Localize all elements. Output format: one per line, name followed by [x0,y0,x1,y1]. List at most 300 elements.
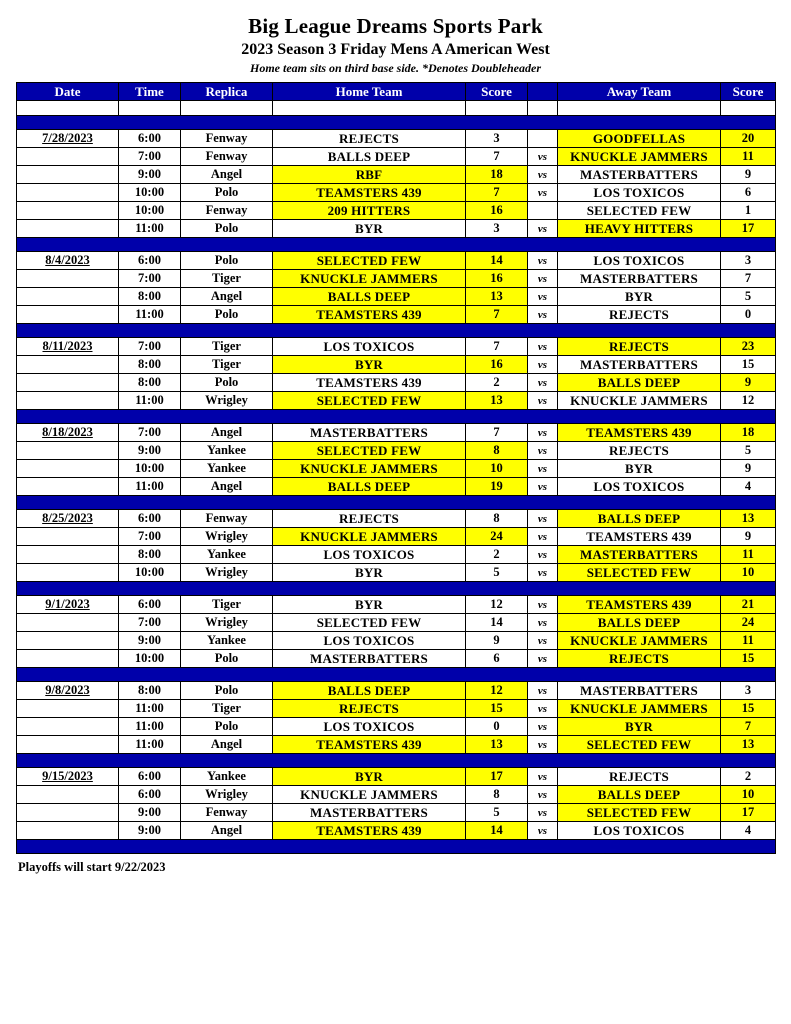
table-row [17,614,776,632]
cell-replica: Polo [181,650,273,668]
cell-time: 7:00 [119,270,181,288]
cell-home-team: LOS TOXICOS [273,546,466,564]
cell-home-team: KNUCKLE JAMMERS [273,528,466,546]
cell-home-score: 6 [466,650,528,668]
cell-away-score: 9 [721,374,776,392]
cell-date [17,184,119,202]
table-row [17,564,776,582]
cell-date [17,786,119,804]
cell-time: 7:00 [119,614,181,632]
cell-replica: Wrigley [181,392,273,410]
cell-time: 11:00 [119,718,181,736]
cell-away-score: 23 [721,338,776,356]
cell-home-team: REJECTS [273,130,466,148]
cell-vs: vs [528,718,558,736]
cell-time: 6:00 [119,786,181,804]
cell-time: 11:00 [119,700,181,718]
cell-away-score: 13 [721,736,776,754]
cell-time: 11:00 [119,736,181,754]
cell-replica: Angel [181,288,273,306]
cell-away-team: BALLS DEEP [558,510,721,528]
cell-away-score: 11 [721,632,776,650]
table-row [17,736,776,754]
cell-date: 7/28/2023 [17,130,119,148]
blank-cell [721,101,776,116]
cell-away-team: KNUCKLE JAMMERS [558,700,721,718]
cell-away-score: 5 [721,288,776,306]
table-row [17,682,776,700]
cell-vs: vs [528,596,558,614]
table-row [17,374,776,392]
cell-away-score: 18 [721,424,776,442]
cell-date: 8/4/2023 [17,252,119,270]
table-row [17,478,776,496]
cell-replica: Angel [181,424,273,442]
cell-home-score: 14 [466,252,528,270]
cell-time: 6:00 [119,130,181,148]
cell-time: 6:00 [119,510,181,528]
cell-home-score: 24 [466,528,528,546]
cell-away-team: LOS TOXICOS [558,822,721,840]
cell-vs: vs [528,700,558,718]
cell-replica: Fenway [181,202,273,220]
cell-date: 9/8/2023 [17,682,119,700]
table-row [17,632,776,650]
column-header-home-score: Score [466,83,528,101]
cell-date [17,478,119,496]
cell-away-team: SELECTED FEW [558,202,721,220]
page-title: Big League Dreams Sports Park [248,14,543,38]
cell-vs [528,130,558,148]
cell-home-team: 209 HITTERS [273,202,466,220]
cell-replica: Fenway [181,510,273,528]
week-separator [17,668,776,682]
cell-vs [528,202,558,220]
cell-replica: Yankee [181,632,273,650]
playoffs-note: Playoffs will start 9/22/2023 [18,860,166,874]
blank-cell [466,101,528,116]
cell-home-score: 7 [466,424,528,442]
cell-away-team: REJECTS [558,306,721,324]
cell-date [17,528,119,546]
cell-home-team: TEAMSTERS 439 [273,306,466,324]
cell-away-score: 15 [721,700,776,718]
cell-away-score: 21 [721,596,776,614]
cell-date [17,220,119,238]
cell-replica: Angel [181,166,273,184]
cell-home-team: BALLS DEEP [273,478,466,496]
cell-time: 7:00 [119,528,181,546]
cell-replica: Yankee [181,442,273,460]
cell-away-team: BALLS DEEP [558,374,721,392]
column-header-replica: Replica [181,83,273,101]
cell-replica: Tiger [181,356,273,374]
cell-home-score: 7 [466,184,528,202]
table-body [17,101,776,854]
cell-away-team: REJECTS [558,338,721,356]
cell-time: 8:00 [119,374,181,392]
cell-away-score: 9 [721,166,776,184]
cell-replica: Yankee [181,546,273,564]
cell-replica: Yankee [181,460,273,478]
table-header [17,83,776,101]
cell-away-team: MASTERBATTERS [558,356,721,374]
cell-replica: Angel [181,478,273,496]
cell-vs: vs [528,424,558,442]
cell-away-team: BALLS DEEP [558,786,721,804]
week-separator [17,238,776,252]
cell-home-team: TEAMSTERS 439 [273,374,466,392]
cell-home-score: 7 [466,338,528,356]
cell-home-score: 7 [466,306,528,324]
cell-time: 10:00 [119,564,181,582]
cell-away-score: 6 [721,184,776,202]
cell-away-score: 4 [721,478,776,496]
column-header-away-score: Score [721,83,776,101]
cell-home-score: 5 [466,564,528,582]
table-row [17,202,776,220]
cell-home-team: SELECTED FEW [273,392,466,410]
cell-replica: Wrigley [181,528,273,546]
table-row [17,392,776,410]
cell-away-score: 3 [721,252,776,270]
cell-date [17,804,119,822]
cell-away-team: LOS TOXICOS [558,478,721,496]
cell-away-score: 24 [721,614,776,632]
cell-home-score: 16 [466,356,528,374]
cell-home-score: 18 [466,166,528,184]
cell-home-team: TEAMSTERS 439 [273,184,466,202]
blank-cell [17,101,119,116]
cell-date [17,202,119,220]
cell-time: 6:00 [119,252,181,270]
cell-home-team: KNUCKLE JAMMERS [273,786,466,804]
cell-replica: Tiger [181,338,273,356]
cell-time: 9:00 [119,822,181,840]
cell-vs: vs [528,184,558,202]
week-separator [17,840,776,854]
table-row [17,338,776,356]
cell-home-score: 5 [466,804,528,822]
cell-away-team: SELECTED FEW [558,736,721,754]
cell-home-team: SELECTED FEW [273,252,466,270]
cell-away-score: 12 [721,392,776,410]
cell-vs: vs [528,822,558,840]
table-row [17,650,776,668]
cell-home-score: 2 [466,546,528,564]
cell-away-team: SELECTED FEW [558,564,721,582]
cell-replica: Polo [181,374,273,392]
cell-home-team: KNUCKLE JAMMERS [273,270,466,288]
cell-home-team: BALLS DEEP [273,148,466,166]
cell-date [17,614,119,632]
cell-replica: Yankee [181,768,273,786]
cell-away-score: 15 [721,356,776,374]
cell-replica: Fenway [181,148,273,166]
cell-home-team: MASTERBATTERS [273,804,466,822]
week-separator [17,410,776,424]
cell-time: 7:00 [119,148,181,166]
table-row [17,306,776,324]
table-row [17,786,776,804]
cell-replica: Tiger [181,700,273,718]
week-separator [17,324,776,338]
cell-away-score: 0 [721,306,776,324]
cell-replica: Polo [181,184,273,202]
cell-away-team: SELECTED FEW [558,804,721,822]
cell-replica: Wrigley [181,786,273,804]
cell-replica: Wrigley [181,564,273,582]
week-separator-cell [17,496,776,510]
cell-vs: vs [528,460,558,478]
blank-cell [528,101,558,116]
cell-date: 8/25/2023 [17,510,119,528]
cell-home-score: 12 [466,596,528,614]
week-separator [17,496,776,510]
cell-away-score: 11 [721,546,776,564]
cell-away-team: BYR [558,718,721,736]
table-row [17,270,776,288]
cell-home-team: LOS TOXICOS [273,718,466,736]
cell-away-team: MASTERBATTERS [558,270,721,288]
week-separator-cell [17,410,776,424]
cell-date [17,736,119,754]
cell-away-team: MASTERBATTERS [558,682,721,700]
cell-replica: Wrigley [181,614,273,632]
schedule-table [16,82,776,854]
cell-date: 8/11/2023 [17,338,119,356]
cell-vs: vs [528,288,558,306]
cell-date [17,166,119,184]
table-row [17,768,776,786]
cell-away-team: TEAMSTERS 439 [558,424,721,442]
cell-time: 8:00 [119,546,181,564]
cell-home-team: BYR [273,596,466,614]
cell-away-score: 5 [721,442,776,460]
blank-cell [558,101,721,116]
cell-away-team: LOS TOXICOS [558,252,721,270]
cell-away-team: TEAMSTERS 439 [558,528,721,546]
table-row [17,700,776,718]
cell-away-team: MASTERBATTERS [558,546,721,564]
cell-home-team: BYR [273,220,466,238]
table-row [17,822,776,840]
cell-vs: vs [528,632,558,650]
cell-vs: vs [528,166,558,184]
cell-date [17,822,119,840]
cell-home-team: REJECTS [273,510,466,528]
cell-away-team: MASTERBATTERS [558,166,721,184]
cell-date [17,374,119,392]
cell-time: 8:00 [119,288,181,306]
cell-time: 9:00 [119,632,181,650]
cell-away-score: 9 [721,528,776,546]
cell-home-team: TEAMSTERS 439 [273,736,466,754]
cell-time: 8:00 [119,356,181,374]
cell-home-team: RBF [273,166,466,184]
cell-vs: vs [528,392,558,410]
cell-time: 9:00 [119,804,181,822]
cell-away-team: TEAMSTERS 439 [558,596,721,614]
cell-replica: Angel [181,736,273,754]
cell-away-team: KNUCKLE JAMMERS [558,148,721,166]
cell-away-team: KNUCKLE JAMMERS [558,632,721,650]
cell-date [17,442,119,460]
week-separator [17,754,776,768]
table-row [17,220,776,238]
cell-home-score: 9 [466,632,528,650]
cell-replica: Polo [181,252,273,270]
cell-time: 10:00 [119,650,181,668]
cell-replica: Fenway [181,804,273,822]
cell-date [17,546,119,564]
cell-date [17,392,119,410]
page-subtitle: 2023 Season 3 Friday Mens A American West [241,41,550,58]
column-header-time: Time [119,83,181,101]
cell-vs: vs [528,478,558,496]
blank-row [17,101,776,116]
cell-away-team: LOS TOXICOS [558,184,721,202]
table-row [17,252,776,270]
cell-away-team: KNUCKLE JAMMERS [558,392,721,410]
table-row [17,356,776,374]
cell-home-score: 17 [466,768,528,786]
cell-home-score: 15 [466,700,528,718]
cell-replica: Angel [181,822,273,840]
cell-away-score: 3 [721,682,776,700]
cell-date: 8/18/2023 [17,424,119,442]
table-row [17,166,776,184]
week-separator-cell [17,324,776,338]
cell-replica: Polo [181,682,273,700]
column-header-home-team: Home Team [273,83,466,101]
cell-away-team: REJECTS [558,650,721,668]
cell-home-team: LOS TOXICOS [273,632,466,650]
cell-time: 10:00 [119,184,181,202]
cell-home-score: 3 [466,130,528,148]
cell-away-score: 7 [721,270,776,288]
cell-home-team: BYR [273,356,466,374]
cell-date [17,632,119,650]
cell-time: 7:00 [119,338,181,356]
cell-replica: Tiger [181,270,273,288]
cell-replica: Polo [181,220,273,238]
cell-home-score: 13 [466,288,528,306]
cell-vs: vs [528,356,558,374]
table-row [17,804,776,822]
cell-home-score: 19 [466,478,528,496]
week-separator-cell [17,754,776,768]
cell-vs: vs [528,442,558,460]
cell-replica: Polo [181,718,273,736]
cell-away-score: 4 [721,822,776,840]
cell-date [17,288,119,306]
cell-away-score: 1 [721,202,776,220]
cell-vs: vs [528,564,558,582]
cell-home-team: BALLS DEEP [273,288,466,306]
cell-away-team: GOODFELLAS [558,130,721,148]
week-separator-cell [17,116,776,130]
cell-vs: vs [528,374,558,392]
cell-away-score: 15 [721,650,776,668]
blank-cell [273,101,466,116]
cell-vs: vs [528,614,558,632]
blank-cell [119,101,181,116]
cell-away-team: BYR [558,460,721,478]
cell-home-team: TEAMSTERS 439 [273,822,466,840]
cell-replica: Tiger [181,596,273,614]
cell-vs: vs [528,682,558,700]
table-row [17,718,776,736]
cell-time: 6:00 [119,596,181,614]
table-row [17,442,776,460]
cell-home-score: 13 [466,392,528,410]
cell-date: 9/15/2023 [17,768,119,786]
cell-time: 10:00 [119,460,181,478]
cell-home-score: 10 [466,460,528,478]
cell-home-score: 13 [466,736,528,754]
cell-vs: vs [528,510,558,528]
cell-home-score: 16 [466,202,528,220]
week-separator-cell [17,668,776,682]
cell-home-score: 14 [466,614,528,632]
cell-home-team: LOS TOXICOS [273,338,466,356]
cell-vs: vs [528,804,558,822]
page-note: Home team sits on third base side. *Denotes Doubleheader [250,61,541,75]
cell-vs: vs [528,148,558,166]
cell-date: 9/1/2023 [17,596,119,614]
cell-away-score: 10 [721,564,776,582]
cell-replica: Fenway [181,130,273,148]
week-separator [17,116,776,130]
cell-home-team: REJECTS [273,700,466,718]
column-header-away-team: Away Team [558,83,721,101]
cell-away-score: 17 [721,220,776,238]
cell-away-score: 11 [721,148,776,166]
cell-home-score: 3 [466,220,528,238]
cell-vs: vs [528,768,558,786]
cell-vs: vs [528,220,558,238]
cell-time: 11:00 [119,392,181,410]
cell-away-score: 20 [721,130,776,148]
table-row [17,528,776,546]
cell-time: 10:00 [119,202,181,220]
cell-home-team: SELECTED FEW [273,614,466,632]
cell-time: 9:00 [119,166,181,184]
cell-home-score: 0 [466,718,528,736]
cell-vs: vs [528,270,558,288]
cell-home-team: MASTERBATTERS [273,424,466,442]
cell-home-team: BYR [273,768,466,786]
cell-home-score: 7 [466,148,528,166]
cell-date [17,356,119,374]
cell-vs: vs [528,786,558,804]
cell-home-score: 8 [466,510,528,528]
cell-away-score: 9 [721,460,776,478]
table-row [17,148,776,166]
cell-home-score: 12 [466,682,528,700]
week-separator-cell [17,840,776,854]
cell-away-score: 10 [721,786,776,804]
cell-home-score: 8 [466,442,528,460]
blank-cell [181,101,273,116]
week-separator [17,582,776,596]
cell-time: 7:00 [119,424,181,442]
cell-home-team: MASTERBATTERS [273,650,466,668]
cell-time: 11:00 [119,478,181,496]
cell-time: 11:00 [119,306,181,324]
cell-away-team: BYR [558,288,721,306]
